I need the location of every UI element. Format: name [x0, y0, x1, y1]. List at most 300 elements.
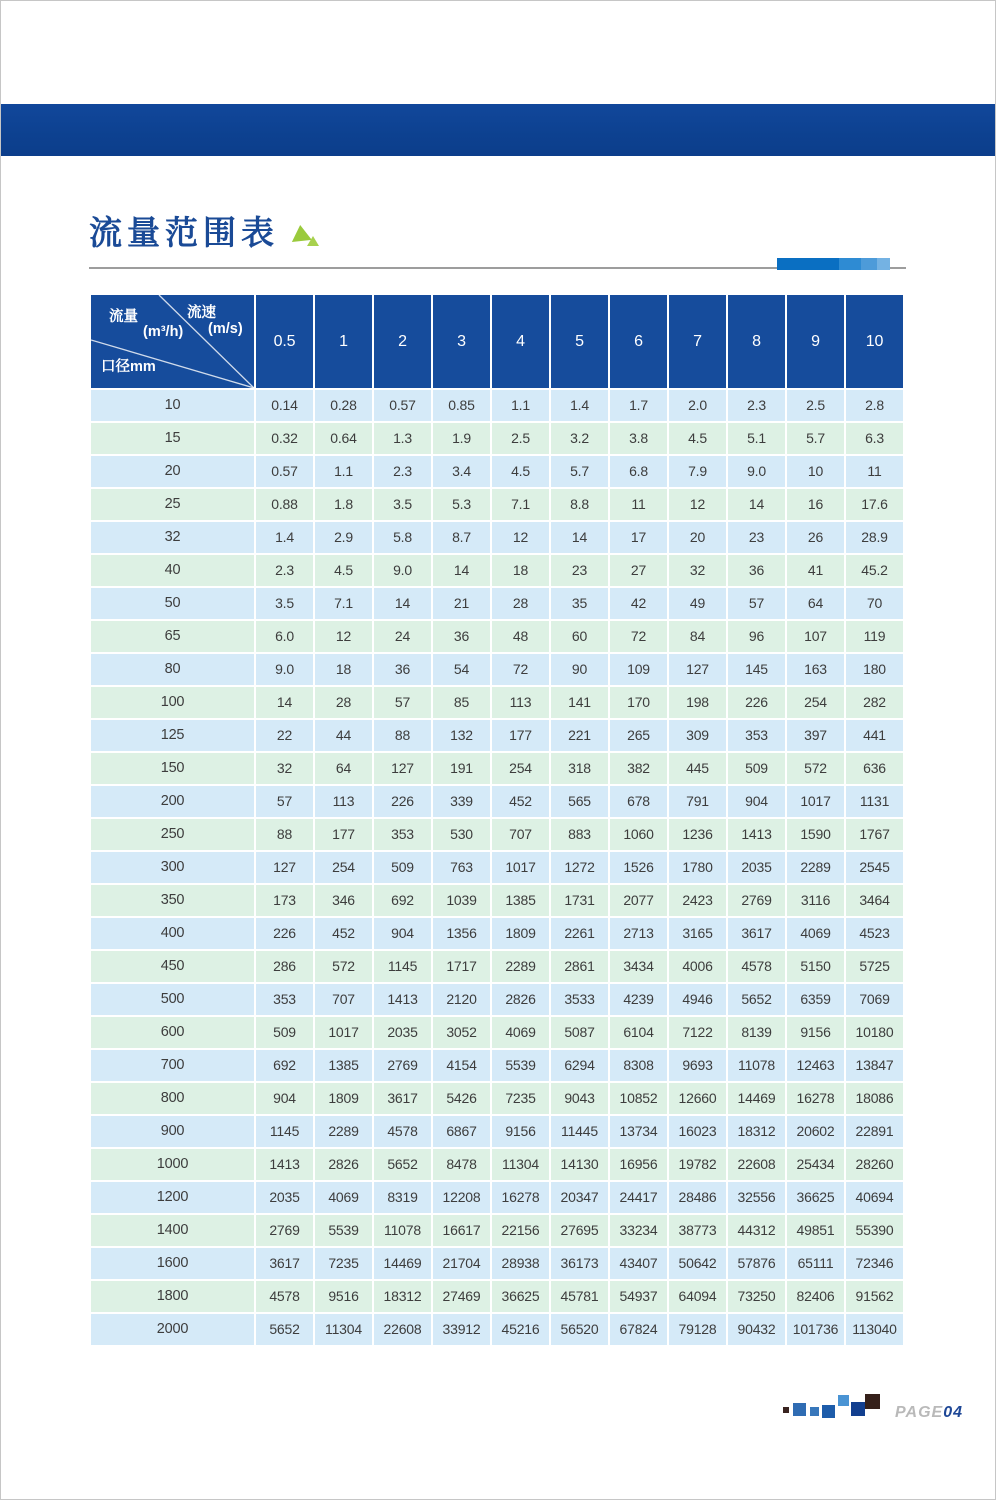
table-row [91, 654, 903, 685]
flow-value-cell: 38773 [669, 1215, 726, 1246]
flow-value-cell: 2261 [551, 918, 608, 949]
flow-value-cell: 2289 [492, 951, 549, 982]
table-row [91, 621, 903, 652]
flow-value-cell: 4006 [669, 951, 726, 982]
flow-value-cell: 49851 [787, 1215, 844, 1246]
flow-value-cell: 180 [846, 654, 903, 685]
flow-value-cell: 509 [728, 753, 785, 784]
flow-value-cell: 65111 [787, 1248, 844, 1279]
flow-value-cell: 88 [256, 819, 313, 850]
flow-value-cell: 0.28 [315, 390, 372, 421]
flow-value-cell: 1.1 [492, 390, 549, 421]
flow-value-cell: 56520 [551, 1314, 608, 1345]
flow-value-cell: 3617 [256, 1248, 313, 1279]
accent-segment [861, 258, 877, 270]
table-row [91, 852, 903, 883]
diameter-cell: 200 [91, 786, 254, 817]
velocity-header-cell: 3 [433, 295, 490, 388]
flow-value-cell: 2826 [315, 1149, 372, 1180]
flow-value-cell: 36 [374, 654, 431, 685]
flow-value-cell: 2.3 [374, 456, 431, 487]
diameter-cell: 10 [91, 390, 254, 421]
flow-value-cell: 55390 [846, 1215, 903, 1246]
table-row [91, 588, 903, 619]
flow-value-cell: 2769 [256, 1215, 313, 1246]
flow-value-cell: 119 [846, 621, 903, 652]
flow-value-cell: 28486 [669, 1182, 726, 1213]
flow-value-cell: 1356 [433, 918, 490, 949]
flow-value-cell: 1731 [551, 885, 608, 916]
page-footer [777, 1391, 963, 1423]
flow-value-cell: 509 [374, 852, 431, 883]
diameter-cell: 800 [91, 1083, 254, 1114]
flow-value-cell: 5426 [433, 1083, 490, 1114]
flow-value-cell: 6294 [551, 1050, 608, 1081]
flow-value-cell: 24417 [610, 1182, 667, 1213]
flow-value-cell: 7.1 [315, 588, 372, 619]
flow-value-cell: 22156 [492, 1215, 549, 1246]
flow-value-cell: 127 [669, 654, 726, 685]
flow-value-cell: 6359 [787, 984, 844, 1015]
flow-unit-label: (m³/h) [143, 324, 184, 340]
table-row [91, 555, 903, 586]
flow-value-cell: 72 [492, 654, 549, 685]
flow-value-cell: 6.8 [610, 456, 667, 487]
flow-value-cell: 9156 [787, 1017, 844, 1048]
flow-value-cell: 35 [551, 588, 608, 619]
flow-value-cell: 10180 [846, 1017, 903, 1048]
flow-value-cell: 84 [669, 621, 726, 652]
velocity-header-cell: 7 [669, 295, 726, 388]
flow-value-cell: 14130 [551, 1149, 608, 1180]
flow-value-cell: 445 [669, 753, 726, 784]
flow-value-cell: 177 [315, 819, 372, 850]
flow-value-cell: 1.7 [610, 390, 667, 421]
flow-value-cell: 22 [256, 720, 313, 751]
mosaic-square [783, 1407, 789, 1413]
table-row [91, 1083, 903, 1114]
flow-value-cell: 85 [433, 687, 490, 718]
flow-value-cell: 8.7 [433, 522, 490, 553]
flow-value-cell: 5150 [787, 951, 844, 982]
diameter-cell: 300 [91, 852, 254, 883]
flow-value-cell: 60 [551, 621, 608, 652]
velocity-header-cell: 0.5 [256, 295, 313, 388]
flow-value-cell: 2861 [551, 951, 608, 982]
page-title: 流量范围表 [89, 213, 279, 252]
flow-value-cell: 44312 [728, 1215, 785, 1246]
flow-value-cell: 14 [374, 588, 431, 619]
flow-value-cell: 42 [610, 588, 667, 619]
flow-value-cell: 1767 [846, 819, 903, 850]
flow-value-cell: 3617 [374, 1083, 431, 1114]
flow-value-cell: 36625 [492, 1281, 549, 1312]
flow-value-cell: 32 [256, 753, 313, 784]
flow-value-cell: 6104 [610, 1017, 667, 1048]
flow-value-cell: 1809 [492, 918, 549, 949]
flow-value-cell: 9.0 [728, 456, 785, 487]
flow-value-cell: 57 [728, 588, 785, 619]
flow-value-cell: 4069 [315, 1182, 372, 1213]
mosaic-square [793, 1403, 806, 1416]
flow-value-cell: 3.4 [433, 456, 490, 487]
flow-value-cell: 4578 [374, 1116, 431, 1147]
flow-value-cell: 791 [669, 786, 726, 817]
flow-value-cell: 353 [728, 720, 785, 751]
flow-value-cell: 226 [728, 687, 785, 718]
flow-value-cell: 6.0 [256, 621, 313, 652]
flow-value-cell: 17.6 [846, 489, 903, 520]
flow-value-cell: 1039 [433, 885, 490, 916]
flow-value-cell: 8139 [728, 1017, 785, 1048]
flow-value-cell: 254 [315, 852, 372, 883]
table-row [91, 1248, 903, 1279]
flow-value-cell: 101736 [787, 1314, 844, 1345]
table-row [91, 390, 903, 421]
flow-value-cell: 20602 [787, 1116, 844, 1147]
flow-value-cell: 36173 [551, 1248, 608, 1279]
flow-value-cell: 1780 [669, 852, 726, 883]
flow-value-cell: 90432 [728, 1314, 785, 1345]
flow-value-cell: 4.5 [492, 456, 549, 487]
flow-value-cell: 28 [315, 687, 372, 718]
flow-value-cell: 12208 [433, 1182, 490, 1213]
flow-value-cell: 72346 [846, 1248, 903, 1279]
flow-value-cell: 5539 [315, 1215, 372, 1246]
flow-value-cell: 107 [787, 621, 844, 652]
flow-value-cell: 173 [256, 885, 313, 916]
flow-value-cell: 27469 [433, 1281, 490, 1312]
flow-value-cell: 19782 [669, 1149, 726, 1180]
flow-value-cell: 28260 [846, 1149, 903, 1180]
flow-value-cell: 18 [315, 654, 372, 685]
flow-value-cell: 18086 [846, 1083, 903, 1114]
flow-value-cell: 3464 [846, 885, 903, 916]
flow-value-cell: 353 [256, 984, 313, 1015]
flow-value-cell: 4239 [610, 984, 667, 1015]
flow-value-cell: 64 [787, 588, 844, 619]
flow-value-cell: 12463 [787, 1050, 844, 1081]
flow-value-cell: 1131 [846, 786, 903, 817]
flow-value-cell: 23 [728, 522, 785, 553]
flow-value-cell: 346 [315, 885, 372, 916]
flow-value-cell: 1017 [787, 786, 844, 817]
diameter-cell: 250 [91, 819, 254, 850]
flow-value-cell: 54 [433, 654, 490, 685]
flow-value-cell: 9.0 [374, 555, 431, 586]
header-band [1, 104, 996, 156]
flow-value-cell: 7.1 [492, 489, 549, 520]
flow-value-cell: 28 [492, 588, 549, 619]
diameter-cell: 1400 [91, 1215, 254, 1246]
flow-value-cell: 2826 [492, 984, 549, 1015]
flow-value-cell: 177 [492, 720, 549, 751]
flow-value-cell: 88 [374, 720, 431, 751]
flow-value-cell: 12 [669, 489, 726, 520]
flow-value-cell: 3052 [433, 1017, 490, 1048]
flow-value-cell: 1236 [669, 819, 726, 850]
flow-value-cell: 22891 [846, 1116, 903, 1147]
flow-value-cell: 82406 [787, 1281, 844, 1312]
table-row [91, 1182, 903, 1213]
flow-value-cell: 18312 [728, 1116, 785, 1147]
flow-value-cell: 23 [551, 555, 608, 586]
flow-value-cell: 14469 [374, 1248, 431, 1279]
diameter-cell: 32 [91, 522, 254, 553]
flow-value-cell: 16956 [610, 1149, 667, 1180]
flow-value-cell: 9156 [492, 1116, 549, 1147]
accent-segment [777, 258, 839, 270]
flow-value-cell: 27 [610, 555, 667, 586]
flow-label: 流量 [109, 309, 138, 325]
flow-value-cell: 91562 [846, 1281, 903, 1312]
table-row [91, 786, 903, 817]
flow-value-cell: 36 [433, 621, 490, 652]
accent-gradient-bar [777, 258, 890, 270]
flow-value-cell: 707 [492, 819, 549, 850]
flow-value-cell: 636 [846, 753, 903, 784]
table-row [91, 423, 903, 454]
diameter-cell: 1800 [91, 1281, 254, 1312]
flow-value-cell: 191 [433, 753, 490, 784]
mosaic-square [810, 1407, 819, 1416]
diameter-cell: 450 [91, 951, 254, 982]
flow-value-cell: 3.2 [551, 423, 608, 454]
flow-value-cell: 3165 [669, 918, 726, 949]
flow-value-cell: 1.1 [315, 456, 372, 487]
flow-value-cell: 8478 [433, 1149, 490, 1180]
flow-value-cell: 145 [728, 654, 785, 685]
flow-value-cell: 1145 [374, 951, 431, 982]
flow-value-cell: 678 [610, 786, 667, 817]
table-row [91, 819, 903, 850]
flow-value-cell: 3.5 [374, 489, 431, 520]
table-row [91, 885, 903, 916]
flow-value-cell: 530 [433, 819, 490, 850]
flow-value-cell: 2120 [433, 984, 490, 1015]
flow-value-cell: 353 [374, 819, 431, 850]
flow-value-cell: 9043 [551, 1083, 608, 1114]
flow-value-cell: 4523 [846, 918, 903, 949]
flow-value-cell: 113 [315, 786, 372, 817]
flow-value-cell: 24 [374, 621, 431, 652]
diameter-cell: 350 [91, 885, 254, 916]
triangle-icon [289, 221, 323, 251]
flow-value-cell: 5725 [846, 951, 903, 982]
flow-value-cell: 2.3 [256, 555, 313, 586]
flow-value-cell: 11304 [315, 1314, 372, 1345]
flow-value-cell: 5539 [492, 1050, 549, 1081]
flow-value-cell: 904 [256, 1083, 313, 1114]
flow-value-cell: 113 [492, 687, 549, 718]
flow-value-cell: 1413 [728, 819, 785, 850]
flow-value-cell: 72 [610, 621, 667, 652]
table-row [91, 1215, 903, 1246]
flow-value-cell: 763 [433, 852, 490, 883]
flow-value-cell: 14 [551, 522, 608, 553]
pixel-mosaic-icon [777, 1391, 889, 1423]
flow-value-cell: 198 [669, 687, 726, 718]
flow-value-cell: 16 [787, 489, 844, 520]
diameter-cell: 1000 [91, 1149, 254, 1180]
flow-value-cell: 16617 [433, 1215, 490, 1246]
flow-value-cell: 692 [374, 885, 431, 916]
flow-value-cell: 127 [374, 753, 431, 784]
table-row [91, 918, 903, 949]
flow-value-cell: 883 [551, 819, 608, 850]
triangle-small-icon [307, 236, 319, 246]
flow-value-cell: 3.8 [610, 423, 667, 454]
flow-value-cell: 11445 [551, 1116, 608, 1147]
flow-value-cell: 50642 [669, 1248, 726, 1279]
page-word: PAGE [895, 1404, 944, 1421]
flow-value-cell: 4154 [433, 1050, 490, 1081]
flow-value-cell: 8319 [374, 1182, 431, 1213]
flow-value-cell: 7235 [492, 1083, 549, 1114]
flow-value-cell: 1060 [610, 819, 667, 850]
flow-value-cell: 1.9 [433, 423, 490, 454]
diameter-cell: 1600 [91, 1248, 254, 1279]
flow-value-cell: 16278 [787, 1083, 844, 1114]
flow-value-cell: 13734 [610, 1116, 667, 1147]
diameter-cell: 20 [91, 456, 254, 487]
flow-value-cell: 6.3 [846, 423, 903, 454]
flow-value-cell: 25434 [787, 1149, 844, 1180]
flow-value-cell: 254 [492, 753, 549, 784]
velocity-header-cell: 6 [610, 295, 667, 388]
flow-value-cell: 132 [433, 720, 490, 751]
flow-value-cell: 2713 [610, 918, 667, 949]
flow-value-cell: 11 [846, 456, 903, 487]
velocity-header-cell: 5 [551, 295, 608, 388]
flow-value-cell: 28938 [492, 1248, 549, 1279]
flow-value-cell: 4578 [256, 1281, 313, 1312]
flow-value-cell: 22608 [374, 1314, 431, 1345]
flow-value-cell: 40694 [846, 1182, 903, 1213]
flow-value-cell: 221 [551, 720, 608, 751]
flow-value-cell: 127 [256, 852, 313, 883]
flow-value-cell: 90 [551, 654, 608, 685]
diameter-cell: 100 [91, 687, 254, 718]
flow-value-cell: 2035 [728, 852, 785, 883]
flow-value-cell: 18312 [374, 1281, 431, 1312]
diameter-cell: 2000 [91, 1314, 254, 1345]
table-header-row [91, 295, 903, 388]
flow-value-cell: 6867 [433, 1116, 490, 1147]
flow-value-cell: 2.9 [315, 522, 372, 553]
flow-value-cell: 254 [787, 687, 844, 718]
flow-value-cell: 2423 [669, 885, 726, 916]
flow-value-cell: 397 [787, 720, 844, 751]
diameter-cell: 125 [91, 720, 254, 751]
flow-value-cell: 14 [728, 489, 785, 520]
flow-range-table [89, 293, 905, 1347]
table-row [91, 984, 903, 1015]
table-row [91, 1149, 903, 1180]
flow-value-cell: 14469 [728, 1083, 785, 1114]
flow-value-cell: 1590 [787, 819, 844, 850]
flow-value-cell: 7235 [315, 1248, 372, 1279]
flow-value-cell: 32556 [728, 1182, 785, 1213]
diameter-cell: 40 [91, 555, 254, 586]
flow-value-cell: 3.5 [256, 588, 313, 619]
accent-segment [877, 258, 890, 270]
flow-value-cell: 9.0 [256, 654, 313, 685]
flow-value-cell: 109 [610, 654, 667, 685]
flow-value-cell: 572 [315, 951, 372, 982]
flow-value-cell: 0.88 [256, 489, 313, 520]
flow-value-cell: 226 [374, 786, 431, 817]
table-row [91, 489, 903, 520]
velocity-header-cell: 8 [728, 295, 785, 388]
flow-value-cell: 707 [315, 984, 372, 1015]
flow-value-cell: 32 [669, 555, 726, 586]
flow-value-cell: 3434 [610, 951, 667, 982]
flow-value-cell: 5087 [551, 1017, 608, 1048]
flow-value-cell: 4578 [728, 951, 785, 982]
table-row [91, 1281, 903, 1312]
flow-value-cell: 11 [610, 489, 667, 520]
flow-value-cell: 1.8 [315, 489, 372, 520]
flow-value-cell: 48 [492, 621, 549, 652]
flow-value-cell: 27695 [551, 1215, 608, 1246]
velocity-header-cell: 9 [787, 295, 844, 388]
flow-value-cell: 4069 [787, 918, 844, 949]
flow-value-cell: 5.7 [551, 456, 608, 487]
flow-value-cell: 1809 [315, 1083, 372, 1114]
flow-value-cell: 5652 [374, 1149, 431, 1180]
table-row [91, 687, 903, 718]
table-row [91, 1050, 903, 1081]
flow-value-cell: 1413 [256, 1149, 313, 1180]
flow-value-cell: 170 [610, 687, 667, 718]
flow-value-cell: 1.3 [374, 423, 431, 454]
flow-value-cell: 904 [728, 786, 785, 817]
flow-value-cell: 20347 [551, 1182, 608, 1213]
flow-value-cell: 1.4 [551, 390, 608, 421]
flow-value-cell: 64094 [669, 1281, 726, 1312]
mosaic-square [838, 1395, 849, 1406]
flow-value-cell: 7069 [846, 984, 903, 1015]
page-number-text [895, 1403, 963, 1423]
title-block [89, 215, 323, 251]
flow-value-cell: 1717 [433, 951, 490, 982]
flow-value-cell: 36 [728, 555, 785, 586]
diameter-cell: 700 [91, 1050, 254, 1081]
flow-value-cell: 79128 [669, 1314, 726, 1345]
flow-value-cell: 904 [374, 918, 431, 949]
diameter-cell: 600 [91, 1017, 254, 1048]
velocity-label: 流速 [187, 305, 216, 321]
flow-value-cell: 2.5 [492, 423, 549, 454]
flow-value-cell: 22608 [728, 1149, 785, 1180]
flow-value-cell: 14 [433, 555, 490, 586]
diameter-cell: 25 [91, 489, 254, 520]
flow-value-cell: 286 [256, 951, 313, 982]
flow-value-cell: 12 [315, 621, 372, 652]
flow-value-cell: 2077 [610, 885, 667, 916]
flow-value-cell: 1272 [551, 852, 608, 883]
flow-value-cell: 8308 [610, 1050, 667, 1081]
flow-value-cell: 17 [610, 522, 667, 553]
velocity-header-cell: 4 [492, 295, 549, 388]
flow-value-cell: 20 [669, 522, 726, 553]
flow-value-cell: 11078 [728, 1050, 785, 1081]
flow-value-cell: 9693 [669, 1050, 726, 1081]
flow-value-cell: 26 [787, 522, 844, 553]
flow-value-cell: 49 [669, 588, 726, 619]
flow-value-cell: 4.5 [315, 555, 372, 586]
